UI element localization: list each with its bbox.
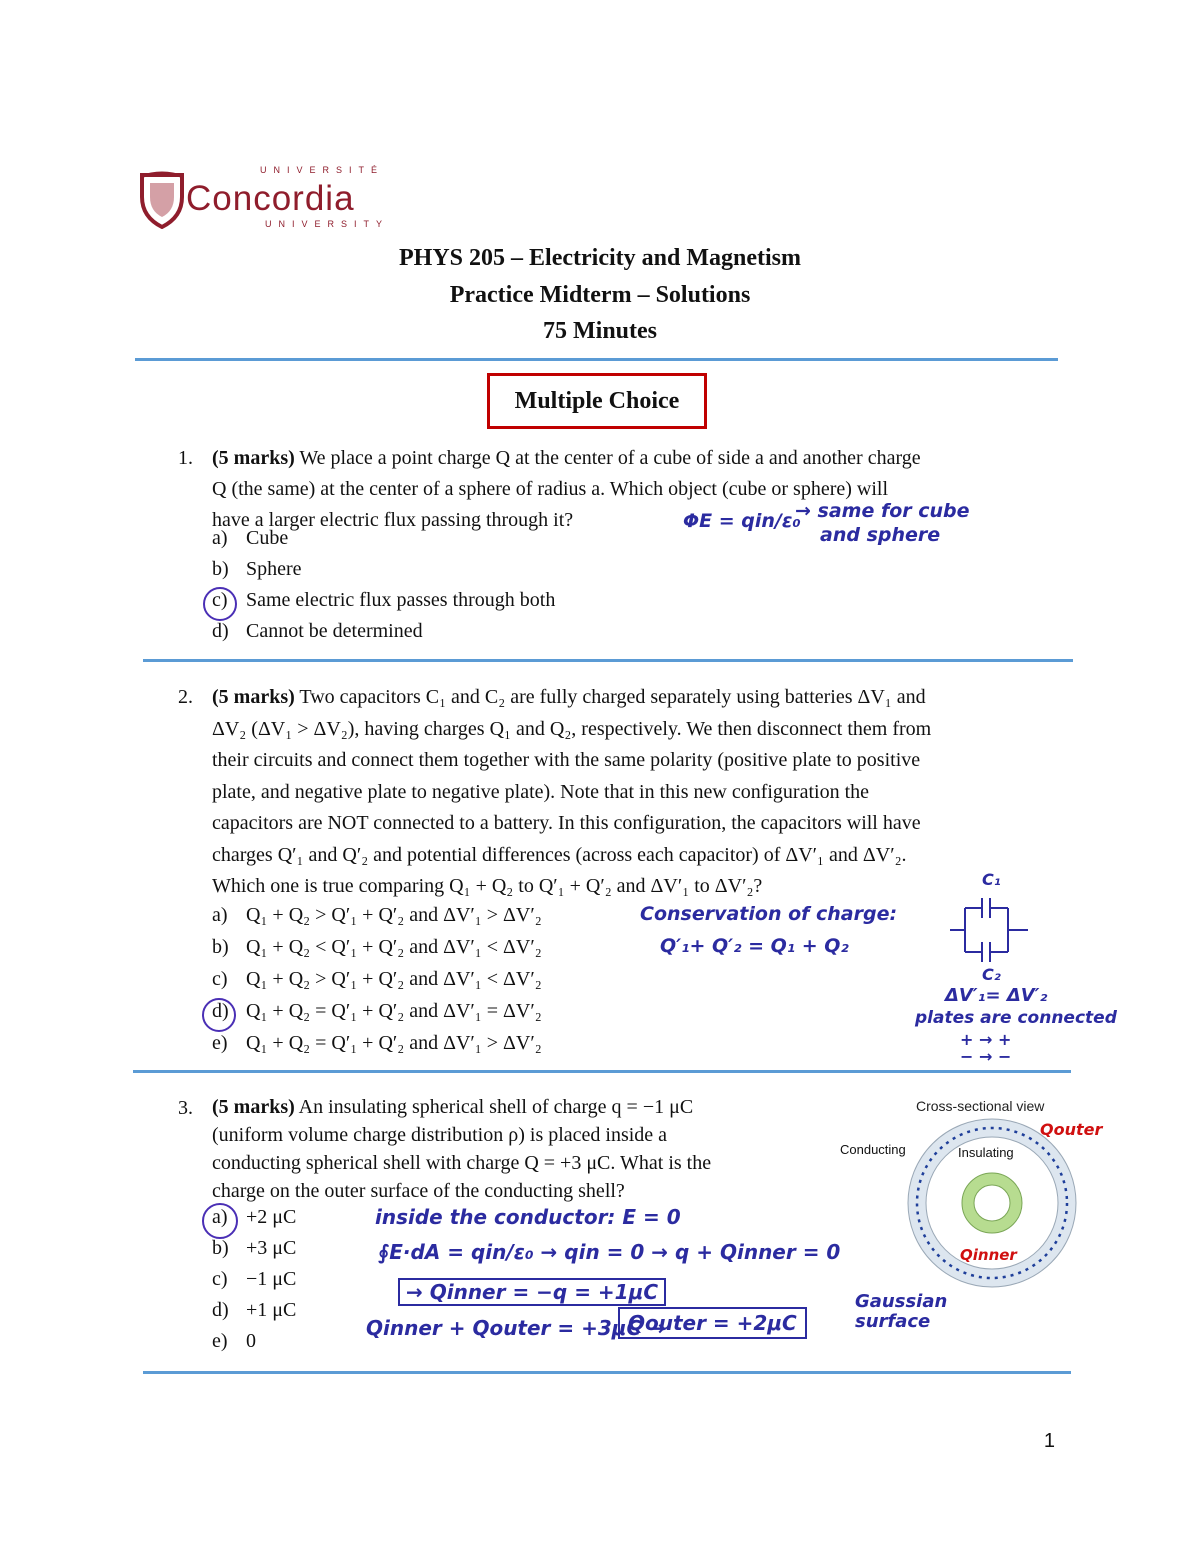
- handwritten-label: C₁: [982, 870, 1001, 889]
- boxed-answer: Qouter = +2μC: [618, 1307, 807, 1339]
- divider: [135, 358, 1058, 361]
- option-a: a) +2 μC: [212, 1206, 297, 1228]
- question-2-line: capacitors are NOT connected to a battery. In this configuration, the capacitors will have: [212, 812, 921, 834]
- concordia-logo: [140, 165, 390, 235]
- question-3-line: charge on the outer surface of the conducting shell?: [212, 1180, 625, 1202]
- handwritten-equation: Qinner + Qouter = +3μC →: [366, 1316, 665, 1340]
- handwritten-note: plates are connected: [915, 1008, 1117, 1028]
- question-2-line: Which one is true comparing Q₁ + Q₂ to Q′₁ + Q′₂ and ΔV′₁ to ΔV′₂?: [212, 875, 763, 897]
- selected-answer-circle: [202, 998, 236, 1032]
- question-2-line: plate, and negative plate to negative plate). Note that in this new configuration the: [212, 780, 870, 803]
- handwritten-note: Conservation of charge:: [640, 903, 898, 925]
- handwritten-note: − → −: [960, 1047, 1012, 1066]
- divider: [143, 1371, 1071, 1374]
- divider: [143, 659, 1073, 662]
- shield-icon: [140, 171, 184, 229]
- question-marks: (5 marks): [212, 686, 295, 708]
- outer-charge-label: Qouter: [1040, 1120, 1103, 1139]
- question-marks: (5 marks): [212, 1096, 295, 1118]
- handwritten-note: ΔV′₁= ΔV′₂: [945, 985, 1048, 1006]
- logo-bottom-text: UNIVERSITY: [265, 219, 390, 229]
- handwritten-equation: ∮E·dA = qin/ε₀ → qin = 0 → q + Qinner = 0: [378, 1240, 841, 1264]
- insulating-label: Insulating: [958, 1145, 1014, 1160]
- option-b: b) +3 μC: [212, 1237, 297, 1259]
- question-3-line: conducting spherical shell with charge Q = +3 μC. What is the: [212, 1152, 712, 1174]
- handwritten-flux-formula: ΦE = qin/ε₀: [683, 510, 801, 532]
- question-1-line: have a larger electric flux passing through it?: [212, 509, 574, 531]
- option-a: a) Cube: [212, 527, 289, 549]
- option-c: c) Q₁ + Q₂ > Q′₁ + Q′₂ and ΔV′₁ < ΔV′₂: [212, 968, 542, 990]
- capacitor-sketch: [940, 890, 1040, 970]
- boxed-result: → Qinner = −q = +1μC: [398, 1278, 666, 1306]
- question-2-line: charges Q′₁ and Q′₂ and potential differences (across each capacitor) of ΔV′₁ and ΔV′₂.: [212, 843, 907, 866]
- option-c: c) −1 μC: [212, 1268, 297, 1290]
- selected-answer-circle: [202, 1203, 238, 1239]
- selected-answer-circle: [203, 587, 237, 621]
- spherical-shell-figure: [890, 1115, 1090, 1295]
- question-number: 3.: [178, 1097, 193, 1119]
- divider: [133, 1070, 1071, 1073]
- option-b: b) Q₁ + Q₂ < Q′₁ + Q′₂ and ΔV′₁ < ΔV′₂: [212, 936, 542, 958]
- option-d: d) Cannot be determined: [212, 620, 423, 642]
- question-1-line: Q (the same) at the center of a sphere of radius a. Which object (cube or sphere) will: [212, 478, 889, 500]
- question-number: 1.: [178, 447, 193, 469]
- option-d: d) Q₁ + Q₂ = Q′₁ + Q′₂ and ΔV′₁ = ΔV′₂: [212, 1000, 542, 1022]
- question-3-line: (uniform volume charge distribution ρ) is placed inside a: [212, 1124, 668, 1146]
- question-2-line: ΔV₂ (ΔV₁ > ΔV₂), having charges Q₁ and Q₂, respectively. We then disconnect them from: [212, 717, 932, 740]
- question-2-line: their circuits and connect them together with the same polarity (positive plate to positive: [212, 749, 921, 771]
- question-1-text: [212, 443, 1062, 536]
- question-marks: (5 marks): [212, 447, 295, 469]
- option-e: e) 0: [212, 1330, 256, 1352]
- handwritten-note: and sphere: [820, 524, 941, 546]
- logo-name: Concordia: [186, 179, 355, 218]
- question-1-line: We place a point charge Q at the center of a cube of side a and another charge: [294, 447, 921, 469]
- section-title: Multiple Choice: [487, 373, 707, 429]
- question-number: 2.: [178, 686, 193, 708]
- conducting-label: Conducting: [840, 1142, 906, 1157]
- option-a: a) Q₁ + Q₂ > Q′₁ + Q′₂ and ΔV′₁ > ΔV′₂: [212, 904, 542, 926]
- gaussian-surface-label: Gaussian surface: [855, 1291, 948, 1332]
- handwritten-label: C₂: [982, 965, 1001, 984]
- exam-subtitle: Practice Midterm – Solutions: [449, 282, 751, 308]
- handwritten-note: inside the conductor: E = 0: [375, 1205, 681, 1229]
- handwritten-equation: Q′₁+ Q′₂ = Q₁ + Q₂: [660, 935, 849, 957]
- option-d: d) +1 μC: [212, 1299, 297, 1321]
- page-number: 1: [1043, 1430, 1055, 1452]
- figure-title: Cross-sectional view: [916, 1098, 1045, 1114]
- exam-duration: 75 Minutes: [543, 318, 657, 344]
- logo-top-text: UNIVERSITÉ: [260, 165, 385, 175]
- option-b: b) Sphere: [212, 558, 302, 580]
- option-e: e) Q₁ + Q₂ = Q′₁ + Q′₂ and ΔV′₁ > ΔV′₂: [212, 1032, 542, 1054]
- question-2-text: (5 marks) Two capacitors C₁ and C₂ are fully charged separately using batteries ΔV₁ and ΔV₂ (ΔV₁ > ΔV₂), having charges Q₁ and Q₂, respectively. We then disconnect them from their circuits and connect them together with the same polarity (positive plate to positive plate, and negative plate to negative plate). Note that in this new configuration the capacitors are NOT connected to a battery. In this configuration, the capacitors will have charges Q′₁ and Q′₂ and potential differences (across each capacitor) of ΔV′₁ and ΔV′₂. Which one is true comparing Q₁ + Q₂ to Q′₁ + Q′₂ and ΔV′₁ to ΔV′₂?: [212, 682, 1060, 903]
- question-3-text: (5 marks) An insulating spherical shell of charge q = −1 μC (uniform volume charge distribution ρ) is placed inside a conducting spherical shell with charge Q = +3 μC. What is the charge on the outer surface of the conducting shell?: [212, 1093, 815, 1205]
- handwritten-note: → same for cube: [795, 500, 970, 522]
- handwritten-equation: [398, 1278, 666, 1306]
- handwritten-note: + → +: [960, 1030, 1012, 1049]
- course-title: PHYS 205 – Electricity and Magnetism: [399, 245, 801, 271]
- option-c: c) Same electric flux passes through both: [212, 589, 556, 611]
- inner-charge-label: Qinner: [960, 1246, 1017, 1264]
